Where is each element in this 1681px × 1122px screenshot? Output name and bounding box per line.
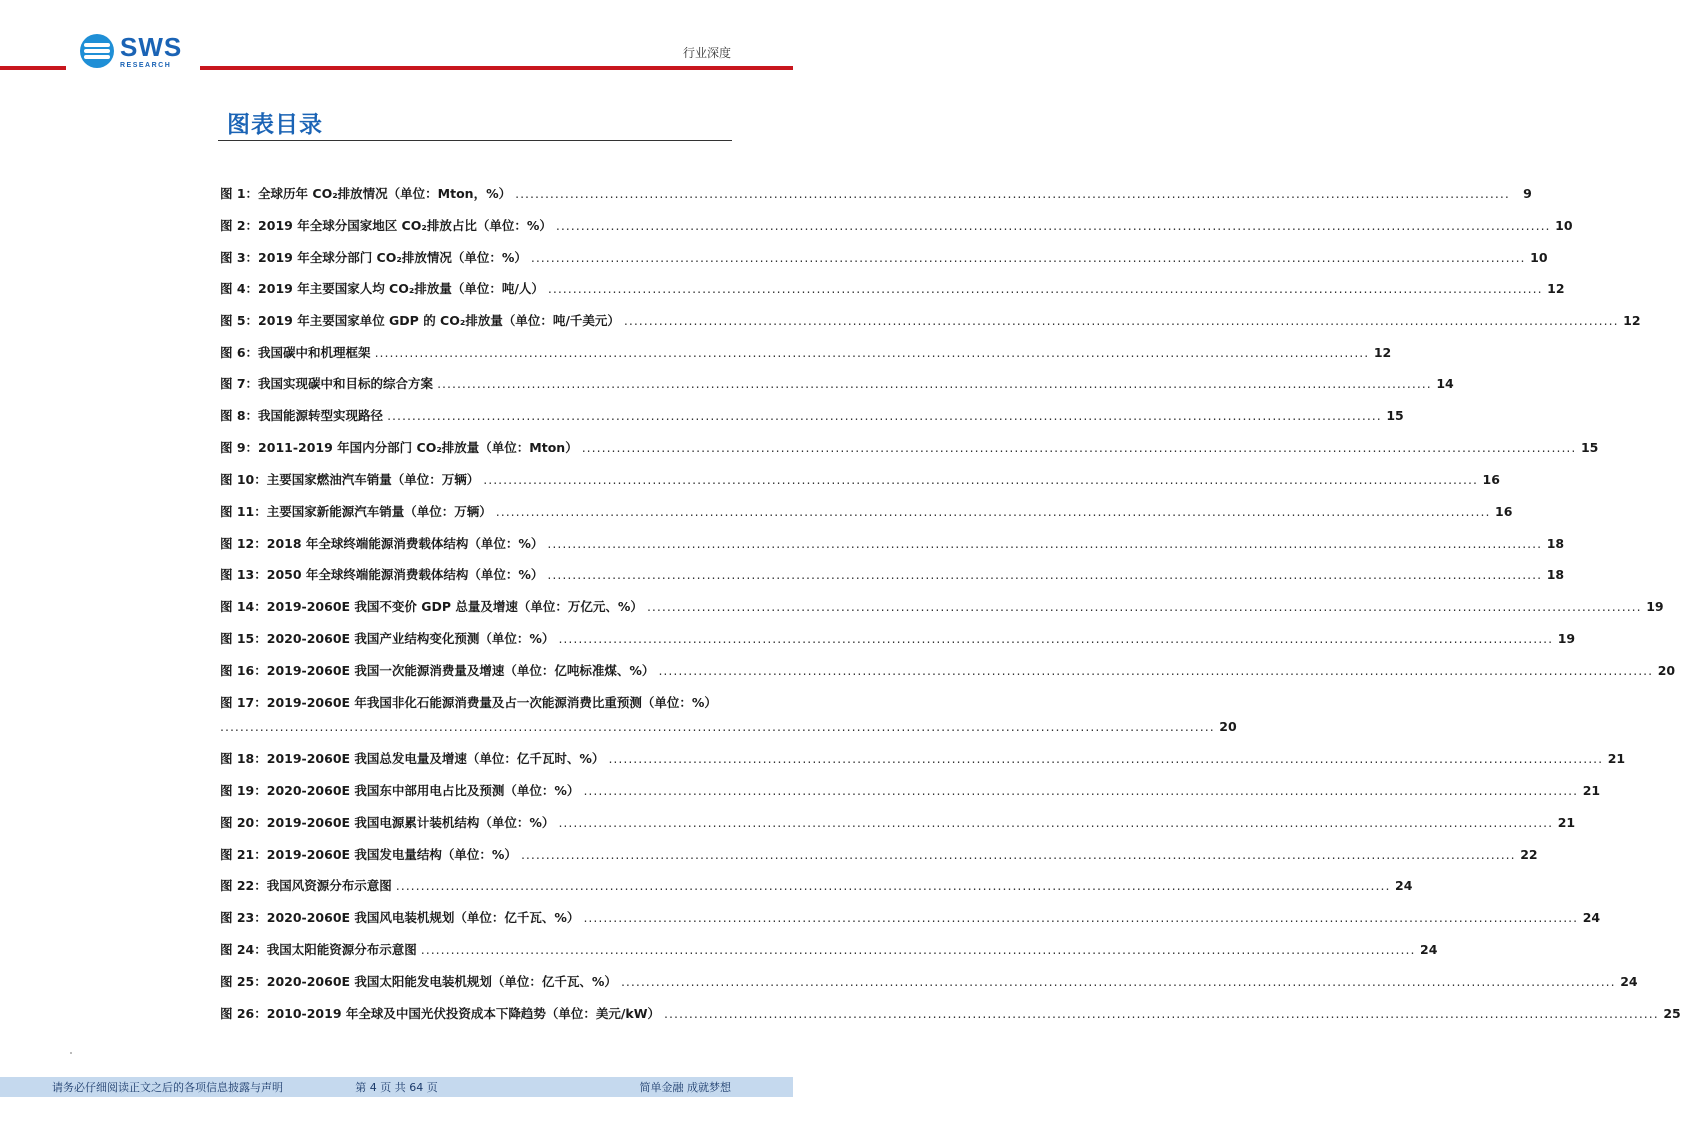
toc-row[interactable] <box>220 438 1599 456</box>
toc-label: 图 16：2019-2060E 我国一次能源消费量及增速（单位：亿吨标准煤、%） <box>220 663 655 678</box>
toc-page: 24 <box>1620 974 1638 989</box>
toc-label: 图 3：2019 年全球分部门 CO₂排放情况（单位：%） <box>220 250 527 265</box>
toc-label: 图 5：2019 年主要国家单位 GDP 的 CO₂排放量（单位：吨/千美元） <box>220 313 620 328</box>
toc-page: 12 <box>1373 345 1392 360</box>
toc-label: 图 4：2019 年主要国家人均 CO₂排放量（单位：吨/人） <box>220 281 544 296</box>
toc-label: 图 12：2018 年全球终端能源消费载体结构（单位：%） <box>220 536 544 551</box>
sws-logo-icon <box>80 34 114 68</box>
toc-page: 19 <box>1646 599 1664 614</box>
toc-label: 图 1：全球历年 CO₂排放情况（单位：Mton，%） <box>220 186 512 201</box>
toc-leader: ........................................................................................................................................................................................................ <box>620 974 1616 989</box>
toc-row[interactable] <box>220 972 1638 990</box>
toc-row[interactable] <box>220 343 1392 361</box>
toc-leader: ........................................................................................................................................................................................................ <box>623 313 1619 328</box>
toc-leader: ........................................................................................................................................................................................................ <box>646 599 1642 614</box>
toc-row[interactable] <box>220 845 1538 863</box>
footer-band <box>0 1077 793 1097</box>
toc-leader: ........................................................................................................................................................................................................ <box>495 504 1491 519</box>
toc-leader: ........................................................................................................................................................................................................ <box>558 815 1554 830</box>
toc-page: 12 <box>1623 313 1641 328</box>
toc-leader: ........................................................................................................................................................................................................ <box>547 281 1543 296</box>
toc-row[interactable] <box>220 565 1565 583</box>
toc-page: 25 <box>1663 1006 1681 1021</box>
toc-leader: ........................................................................................................................................................................................................ <box>530 250 1526 265</box>
toc-row[interactable] <box>220 374 1454 392</box>
title-divider <box>218 140 732 141</box>
toc-page: 15 <box>1580 440 1599 455</box>
toc-leader: ........................................................................................................................................................................................................ <box>520 847 1516 862</box>
toc-label: 图 18：2019-2060E 我国总发电量及增速（单位：亿千瓦时、%） <box>220 751 605 766</box>
toc-row[interactable] <box>220 502 1513 520</box>
toc-leader: ........................................................................................................................................................................................................ <box>547 536 1543 551</box>
page-title: 图表目录 <box>227 112 323 138</box>
toc-label: 图 6：我国碳中和机理框架 <box>220 345 371 360</box>
toc-row[interactable] <box>220 813 1576 831</box>
toc-label: 图 13：2050 年全球终端能源消费载体结构（单位：%） <box>220 567 544 582</box>
toc-page: 9 <box>1523 186 1532 201</box>
toc-page: 16 <box>1482 472 1500 487</box>
footer-page-info: 第 4 页 共 64 页 <box>355 1081 438 1094</box>
toc-label: 图 26：2010-2019 年全球及中国光伏投资成本下降趋势（单位：美元/kW） <box>220 1006 661 1021</box>
toc-label: 图 24：我国太阳能资源分布示意图 <box>220 942 417 957</box>
toc-leader: ........................................................................................................................................................................................................ <box>395 878 1391 893</box>
toc-page: 20 <box>1657 663 1676 678</box>
toc-row[interactable] <box>220 908 1601 926</box>
header-rule-right <box>200 66 793 70</box>
toc-leader: ........................................................................................................................................................................................................ <box>658 663 1654 678</box>
toc-page: 18 <box>1546 567 1565 582</box>
toc-label: 图 25：2020-2060E 我国太阳能发电装机规划（单位：亿千瓦、%） <box>220 974 617 989</box>
toc-row[interactable] <box>220 629 1576 647</box>
footer-disclaimer: 请务必仔细阅读正文之后的各项信息披露与声明 <box>52 1081 283 1094</box>
toc-row[interactable] <box>220 279 1565 297</box>
toc-row[interactable] <box>220 749 1626 767</box>
toc-row[interactable] <box>220 1004 1681 1022</box>
toc-page: 21 <box>1607 751 1626 766</box>
section-label: 行业深度 <box>682 46 731 60</box>
toc-page: 21 <box>1582 783 1601 798</box>
toc-label: 图 15：2020-2060E 我国产业结构变化预测（单位：%） <box>220 631 555 646</box>
toc-leader: ........................................................................................................................................................................................................ <box>374 345 1370 360</box>
toc-label: 图 20：2019-2060E 我国电源累计装机结构（单位：%） <box>220 815 555 830</box>
toc-leader: ........................................................................................................................................................................................................ <box>664 1006 1659 1021</box>
header-rule-left <box>0 66 66 70</box>
toc-page: 24 <box>1395 878 1413 893</box>
toc-leader: ........................................................................................................................................................................................................ <box>558 631 1554 646</box>
toc-leader: ........................................................................................................................................................................................................ <box>420 942 1416 957</box>
footer-slogan: 简单金融 成就梦想 <box>639 1081 731 1094</box>
toc-row[interactable] <box>220 534 1565 552</box>
toc-row[interactable] <box>220 470 1500 488</box>
toc-label: 图 19：2020-2060E 我国东中部用电占比及预测（单位：%） <box>220 783 580 798</box>
toc-row[interactable] <box>220 781 1601 799</box>
toc-leader: ........................................................................................................................................................................................................ <box>437 376 1432 391</box>
toc-row[interactable] <box>220 406 1404 424</box>
toc-leader: ........................................................................................................................................................................................................ <box>583 783 1579 798</box>
toc-label: 图 9：2011-2019 年国内分部门 CO₂排放量（单位：Mton） <box>220 440 578 455</box>
toc-row[interactable] <box>220 597 1664 615</box>
toc-leader: ........................................................................................................................................................................................................ <box>547 567 1543 582</box>
toc-page: 15 <box>1386 408 1404 423</box>
toc-label: 图 7：我国实现碳中和目标的综合方案 <box>220 376 434 391</box>
toc-row[interactable] <box>220 661 1676 679</box>
sws-logo <box>80 32 182 70</box>
toc-row[interactable] <box>220 876 1413 894</box>
toc-page: 24 <box>1420 942 1438 957</box>
toc-label: 图 23：2020-2060E 我国风电装机规划（单位：亿千瓦、%） <box>220 910 580 925</box>
toc-leader: ........................................................................................................................................................................................................ <box>581 440 1577 455</box>
toc-page: 10 <box>1530 250 1548 265</box>
logo-text: SWS <box>120 31 183 62</box>
toc-page: 10 <box>1555 218 1573 233</box>
toc-label: 图 2：2019 年全球分国家地区 CO₂排放占比（单位：%） <box>220 218 552 233</box>
toc-label: 图 14：2019-2060E 我国不变价 GDP 总量及增速（单位：万亿元、%） <box>220 599 643 614</box>
toc-row[interactable] <box>220 184 1532 202</box>
toc-row[interactable] <box>220 940 1438 958</box>
toc-leader: ........................................................................................................................................................................................................ <box>515 186 1510 201</box>
toc-leader: ........................................................................................................................................................................................................ <box>555 218 1551 233</box>
toc-row[interactable] <box>220 693 1237 734</box>
toc-page: 20 <box>1219 719 1237 734</box>
toc-row[interactable] <box>220 248 1548 266</box>
toc-leader: ........................................................................................................................................................................................................ <box>387 408 1382 423</box>
toc-label: 图 17：2019-2060E 年我国非化石能源消费量及占一次能源消费比重预测（单位：%） <box>220 695 717 710</box>
toc-row[interactable] <box>220 311 1641 329</box>
toc-leader: ........................................................................................................................................................................................................ <box>583 910 1579 925</box>
toc-page: 16 <box>1495 504 1513 519</box>
toc-page: 18 <box>1546 536 1565 551</box>
toc-page: 24 <box>1582 910 1601 925</box>
toc-label: 图 10：主要国家燃油汽车销量（单位：万辆） <box>220 472 480 487</box>
toc-page: 21 <box>1557 815 1576 830</box>
toc-leader: ........................................................................................................................................................................................................ <box>220 719 1215 734</box>
toc-page: 12 <box>1547 281 1565 296</box>
toc-leader: ........................................................................................................................................................................................................ <box>608 751 1604 766</box>
toc-label: 图 11：主要国家新能源汽车销量（单位：万辆） <box>220 504 492 519</box>
toc-page: 22 <box>1520 847 1538 862</box>
toc-label: 图 21：2019-2060E 我国发电量结构（单位：%） <box>220 847 517 862</box>
toc-page: 19 <box>1557 631 1576 646</box>
toc-page: 14 <box>1436 376 1454 391</box>
logo-subtext: RESEARCH <box>120 61 172 69</box>
toc-leader: ........................................................................................................................................................................................................ <box>483 472 1478 487</box>
toc-label: 图 8：我国能源转型实现路径 <box>220 408 384 423</box>
toc-label: 图 22：我国风资源分布示意图 <box>220 878 392 893</box>
toc-row[interactable] <box>220 216 1573 234</box>
page-speck <box>70 1052 72 1054</box>
